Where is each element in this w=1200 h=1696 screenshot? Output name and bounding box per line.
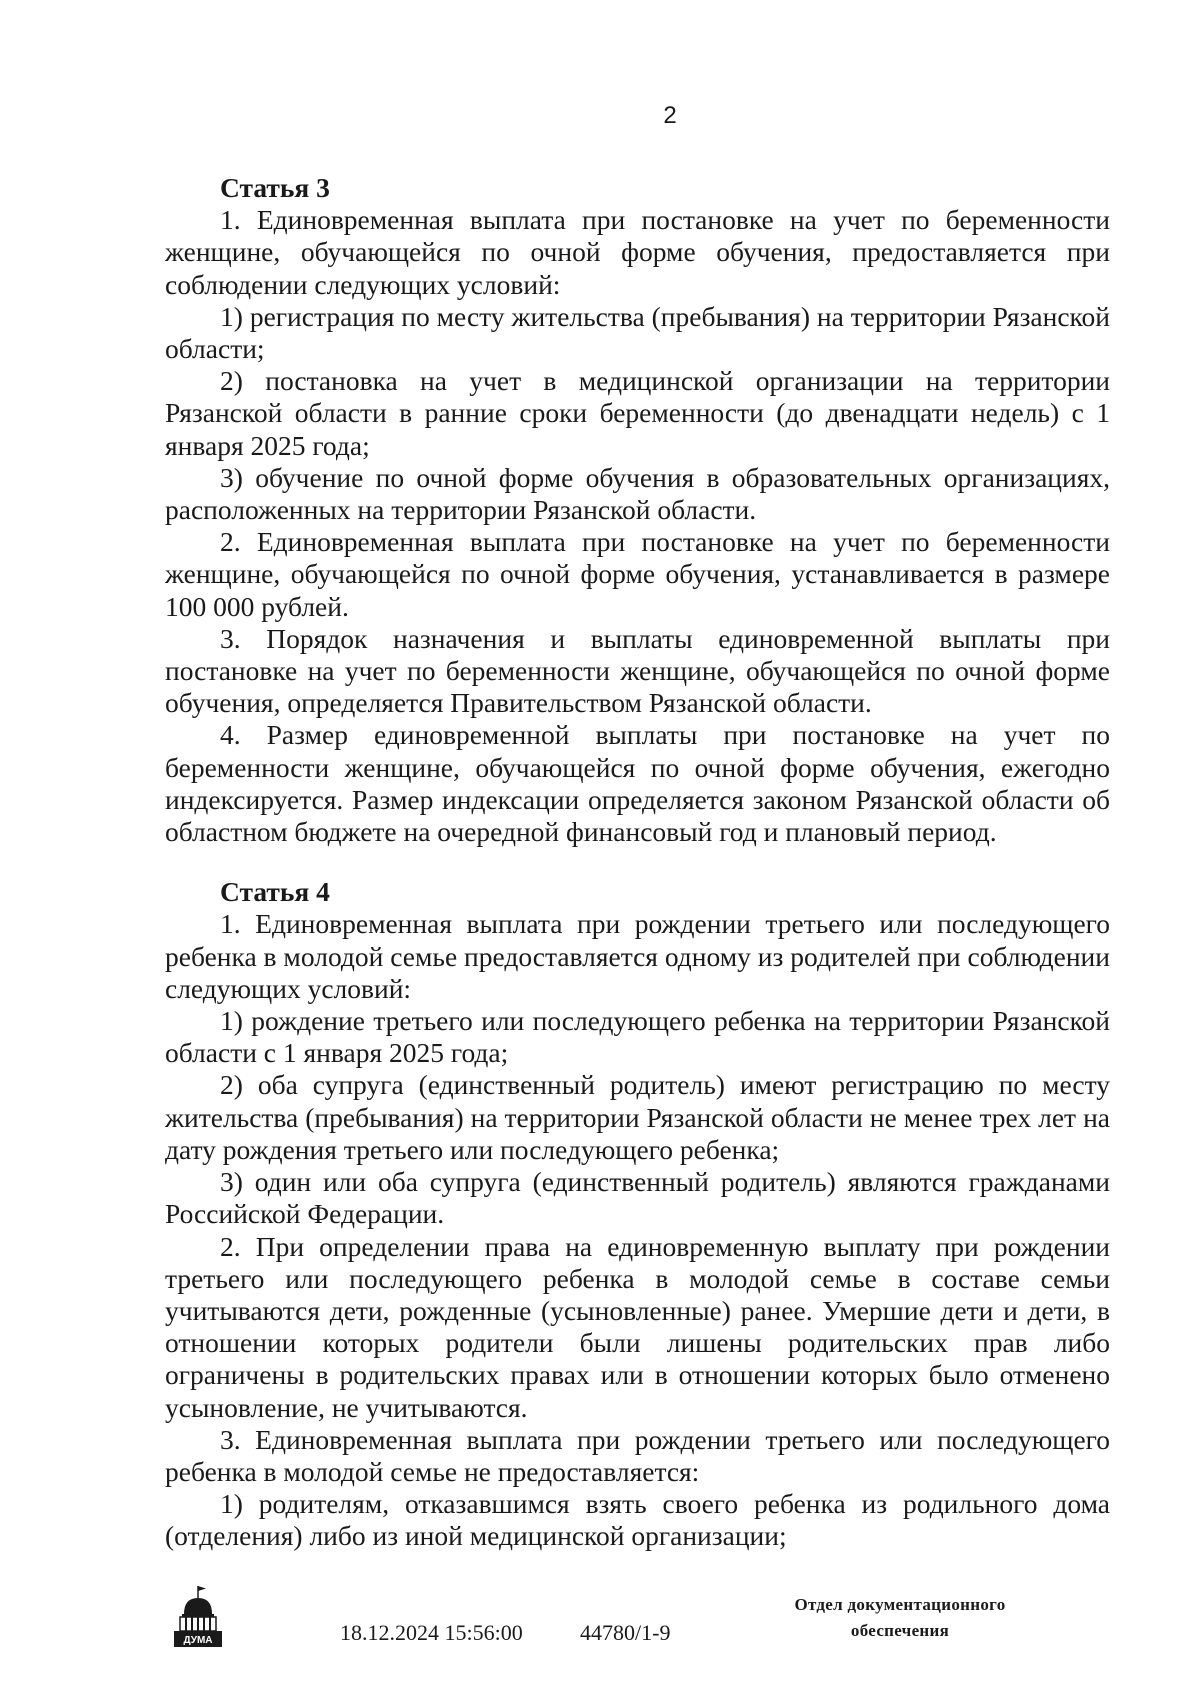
department-line: Отдел документационного bbox=[794, 1595, 1006, 1614]
footer-department bbox=[750, 1592, 1050, 1644]
paragraph: 2. Единовременная выплата при постановке на учет по беременности женщине, обучающейся по очной форме обучения, устанавливается в размере 100 000 рублей. bbox=[165, 526, 1110, 622]
footer-doc-number: 44780/1-9 bbox=[580, 1620, 671, 1645]
document-body bbox=[165, 172, 1110, 1553]
paragraph: 1. Единовременная выплата при постановке на учет по беременности женщине, обучающейся по очной форме обучения, предоставляется при соблюдении следующих условий: bbox=[165, 204, 1110, 300]
duma-logo-text: ДУМА bbox=[183, 1635, 213, 1646]
footer-date: 18.12.2024 15:56:00 bbox=[340, 1620, 523, 1645]
article-heading: Статья 3 bbox=[220, 172, 330, 203]
page-number: 2 bbox=[663, 102, 677, 129]
article-heading: Статья 4 bbox=[220, 876, 330, 908]
paragraph: 1) родителям, отказавшимся взять своего ребенка из родильного дома (отделения) либо из иной медицинской организации; bbox=[165, 1488, 1110, 1552]
duma-building-icon bbox=[170, 1584, 226, 1650]
paragraph: 2) постановка на учет в медицинской организации на территории Рязанской области в ранние сроки беременности (до двенадцати недель) с 1 января 2025 года; bbox=[165, 365, 1110, 461]
article-3 bbox=[165, 172, 1110, 848]
paragraph: 3) один или оба супруга (единственный родитель) являются гражданами Российской Федерации. bbox=[165, 1166, 1110, 1230]
paragraph: 1) регистрация по месту жительства (пребывания) на территории Рязанской области; bbox=[165, 300, 1110, 365]
paragraph: 1. Единовременная выплата при рождении третьего или последующего ребенка в молодой семье предоставляется одному из родителей при соблюдении следующих условий: bbox=[165, 908, 1110, 1004]
paragraph: 1) рождение третьего или последующего ребенка на территории Рязанской области с 1 января 2025 года; bbox=[165, 1005, 1110, 1069]
paragraph: 2) оба супруга (единственный родитель) имеют регистрацию по месту жительства (пребывания) на территории Рязанской области не менее трех лет на дату рождения третьего или последующего ребенка; bbox=[165, 1069, 1110, 1165]
paragraph: 2. При определении права на единовременную выплату при рождении третьего или последующего ребенка в молодой семье в составе семьи учитываются дети, рожденные (усыновленные) ранее. Умершие дети и дети, в отношении которых родители были лишены родительских прав либо ограничены в родительских правах или в отношении которых было отменено усыновление, не учитываются. bbox=[165, 1230, 1110, 1423]
paragraph: 3. Единовременная выплата при рождении третьего или последующего ребенка в молодой семье не предоставляется: bbox=[165, 1423, 1110, 1487]
page-footer bbox=[0, 1570, 1200, 1670]
department-line: обеспечения bbox=[850, 1621, 950, 1640]
article-4 bbox=[165, 876, 1110, 1552]
paragraph: 4. Размер единовременной выплаты при постановке на учет по беременности женщине, обучающейся по очной форме обучения, ежегодно индексируется. Размер индексации определяется законом Рязанской области об областном бюджете на очередной финансовый год и плановый период. bbox=[165, 719, 1110, 848]
paragraph: 3) обучение по очной форме обучения в образовательных организациях, расположенных на территории Рязанской области. bbox=[165, 461, 1110, 526]
paragraph: 3. Порядок назначения и выплаты единовременной выплаты при постановке на учет по беременности женщине, обучающейся по очной форме обучения, определяется Правительством Рязанской области. bbox=[165, 622, 1110, 719]
